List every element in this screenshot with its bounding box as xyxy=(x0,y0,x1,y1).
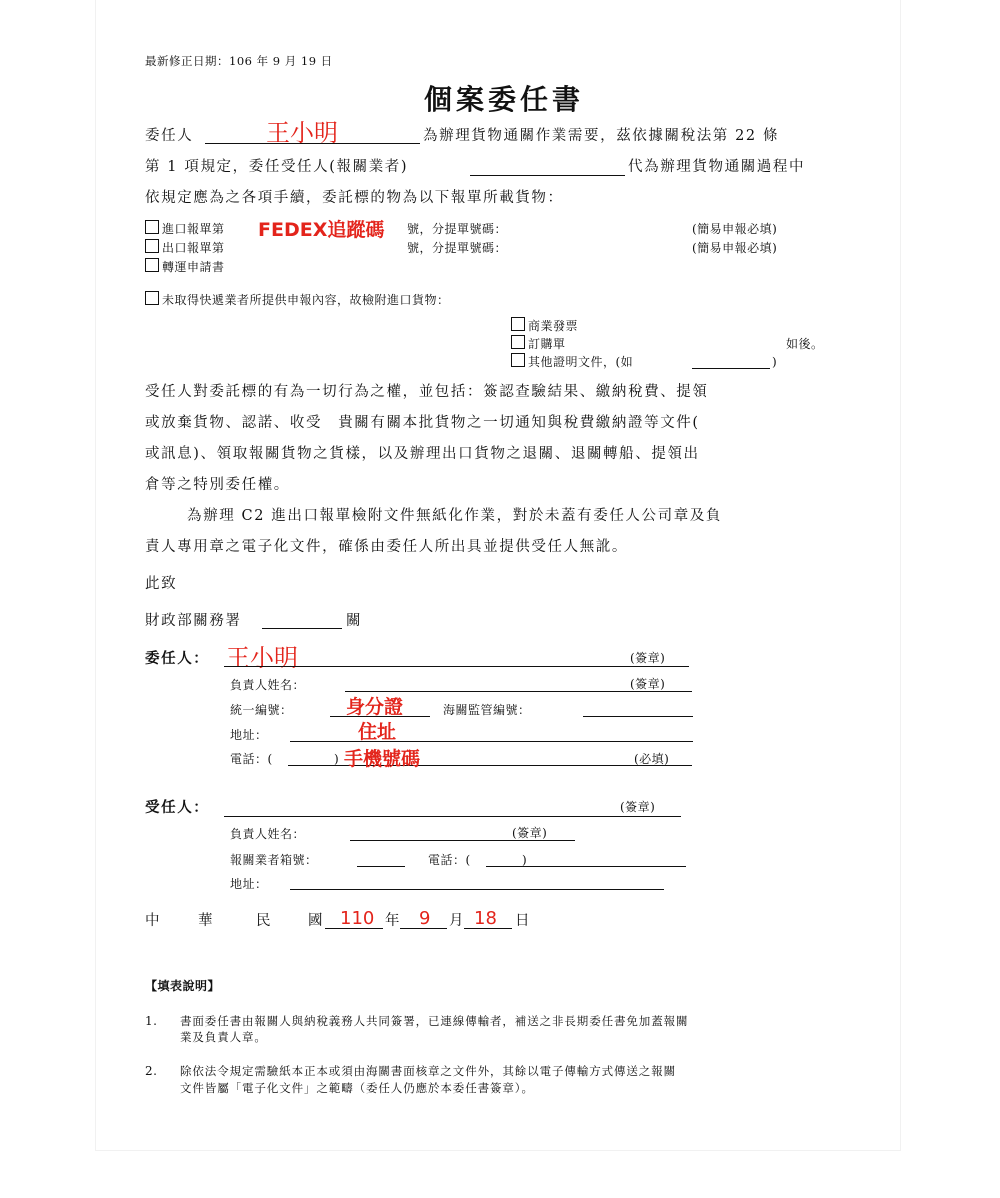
other-docs-row: 其他證明文件，(如 xyxy=(511,353,633,371)
date-guo: 國 xyxy=(308,913,325,929)
principal-seal: (簽章) xyxy=(630,651,666,665)
body-line1: 為辦理貨物通關作業需要，茲依據關稅法第 22 條 xyxy=(423,128,780,144)
notes-heading: 【填表說明】 xyxy=(145,979,221,993)
year-filled: 110 xyxy=(340,908,375,929)
body-line3: 依規定應為之各項手續，委託標的物為以下報單所載貨物： xyxy=(145,190,564,206)
transship-checkbox[interactable] xyxy=(145,258,159,272)
supervision-number-line xyxy=(583,716,693,717)
import-checkbox[interactable] xyxy=(145,220,159,234)
note1-number: 1. xyxy=(145,1014,158,1028)
note1-line1: 書面委任書由報關人與納稅義務人共同簽署，已連線傳輸者，補送之非長期委任書免加蓋報關 xyxy=(180,1014,689,1028)
supervision-number-label: 海關監管編號： xyxy=(443,703,531,717)
export-note: (簡易申報必填) xyxy=(692,241,778,255)
principal-rep-label: 負責人姓名： xyxy=(230,678,306,692)
principal-signature-line xyxy=(224,666,689,667)
id-number-filled: 身分證 xyxy=(346,696,404,718)
express-row: 未取得快遞業者所提供申報內容，故檢附進口貨物： xyxy=(145,291,450,309)
broker-box-label: 報關業者箱號： xyxy=(230,853,318,867)
address-label: 地址： xyxy=(230,728,268,742)
note1-line2: 業及負責人章。 xyxy=(180,1030,267,1044)
month-filled: 9 xyxy=(419,908,431,929)
agent-phone-line xyxy=(486,866,686,867)
day-filled: 18 xyxy=(474,908,497,929)
agent-phone-paren: ) xyxy=(522,853,528,867)
principal-label-text: 委任人 xyxy=(145,128,194,144)
customs-authority-suffix: 關 xyxy=(346,613,363,629)
other-docs-checkbox[interactable] xyxy=(511,353,525,367)
broker-box-line xyxy=(357,866,405,867)
other-docs-paren: ) xyxy=(772,355,778,369)
para2-line2: 責人專用章之電子化文件，確係由委任人所出具並提供受任人無訛。 xyxy=(145,539,628,555)
para1-line3: 或訊息)、領取報關貨物之貨樣，以及辦理出口貨物之退關、退關轉船、提領出 xyxy=(145,446,700,462)
para1-line1: 受任人對委託標的有為一切行為之權，並包括：簽認查驗結果、繳納稅費、提領 xyxy=(145,384,709,400)
export-sub-bill: 號，分提單號碼： xyxy=(407,241,508,255)
principal-signer-filled: 王小明 xyxy=(226,644,298,672)
agent-rep-seal: (簽章) xyxy=(512,826,548,840)
date-hua: 華 xyxy=(198,913,215,929)
import-note: (簡易申報必填) xyxy=(692,222,778,236)
agent-phone-label: 電話：( xyxy=(428,853,471,867)
address-line xyxy=(290,741,693,742)
order-checkbox[interactable] xyxy=(511,335,525,349)
phone-label: 電話：( xyxy=(230,752,273,766)
express-checkbox[interactable] xyxy=(145,291,159,305)
agent-address-line xyxy=(290,889,664,890)
para1-line2: 或放棄貨物、認諾、收受 貴關有關本批貨物之一切通知與稅費繳納證等文件( xyxy=(145,415,700,431)
agent-address-label: 地址： xyxy=(230,877,268,891)
export-checkbox[interactable] xyxy=(145,239,159,253)
principal-rep-seal: (簽章) xyxy=(630,677,666,691)
transship-row: 轉運申請書 xyxy=(145,258,225,276)
day-unit: 日 xyxy=(515,913,532,929)
address-filled: 住址 xyxy=(358,721,397,743)
revision-date: 最新修正日期：106 年 9 月 19 日 xyxy=(145,54,333,68)
export-declaration-row: 出口報單第 xyxy=(145,239,225,257)
year-unit: 年 xyxy=(385,913,402,929)
phone-required: (必填) xyxy=(634,752,670,766)
salutation: 此致 xyxy=(145,576,178,592)
para2-line1: 為辦理 C2 進出口報單檢附文件無紙化作業，對於未蓋有委任人公司章及負 xyxy=(187,508,723,524)
customs-authority: 財政部關務署 xyxy=(145,613,242,629)
principal-name-filled: 王小明 xyxy=(266,119,338,147)
phone-filled: 手機號碼 xyxy=(344,748,421,770)
para1-line4: 倉等之特別委任權。 xyxy=(145,477,290,493)
note2-line2: 文件皆屬「電子化文件」之範疇（委任人仍應於本委任書簽章）。 xyxy=(180,1081,534,1095)
agent-seal: (簽章) xyxy=(620,800,656,814)
import-tracking-filled: FEDEX追蹤碼 xyxy=(258,219,385,241)
note2-number: 2. xyxy=(145,1064,158,1078)
principal-signature-label: 委任人： xyxy=(145,650,210,667)
import-declaration-row: 進口報單第 xyxy=(145,220,225,238)
as-follows-text: 如後。 xyxy=(786,337,824,351)
agent-name-line xyxy=(470,175,625,176)
other-docs-line xyxy=(692,368,770,369)
invoice-checkbox[interactable] xyxy=(511,317,525,331)
date-min: 民 xyxy=(256,913,273,929)
agent-rep-label: 負責人姓名： xyxy=(230,827,306,841)
id-number-label: 統一編號： xyxy=(230,703,293,717)
import-sub-bill: 號，分提單號碼： xyxy=(407,222,508,236)
customs-office-line xyxy=(262,628,342,629)
phone-paren: ) xyxy=(334,752,340,766)
body-line2-end: 代為辦理貨物通關過程中 xyxy=(628,159,806,175)
month-unit: 月 xyxy=(449,913,466,929)
document-title: 個案委任書 xyxy=(424,83,585,116)
agent-signature-label: 受任人： xyxy=(145,799,210,816)
note2-line1: 除依法令規定需驗紙本正本或須由海關書面核章之文件外，其餘以電子傳輸方式傳送之報關 xyxy=(180,1064,676,1078)
invoice-row: 商業發票 xyxy=(511,317,578,335)
order-row: 訂購單 xyxy=(511,335,566,353)
date-zhong: 中 xyxy=(145,913,162,929)
agent-signature-line xyxy=(224,816,681,817)
body-line2-start: 第 1 項規定，委任受任人(報關業者) xyxy=(145,159,409,175)
